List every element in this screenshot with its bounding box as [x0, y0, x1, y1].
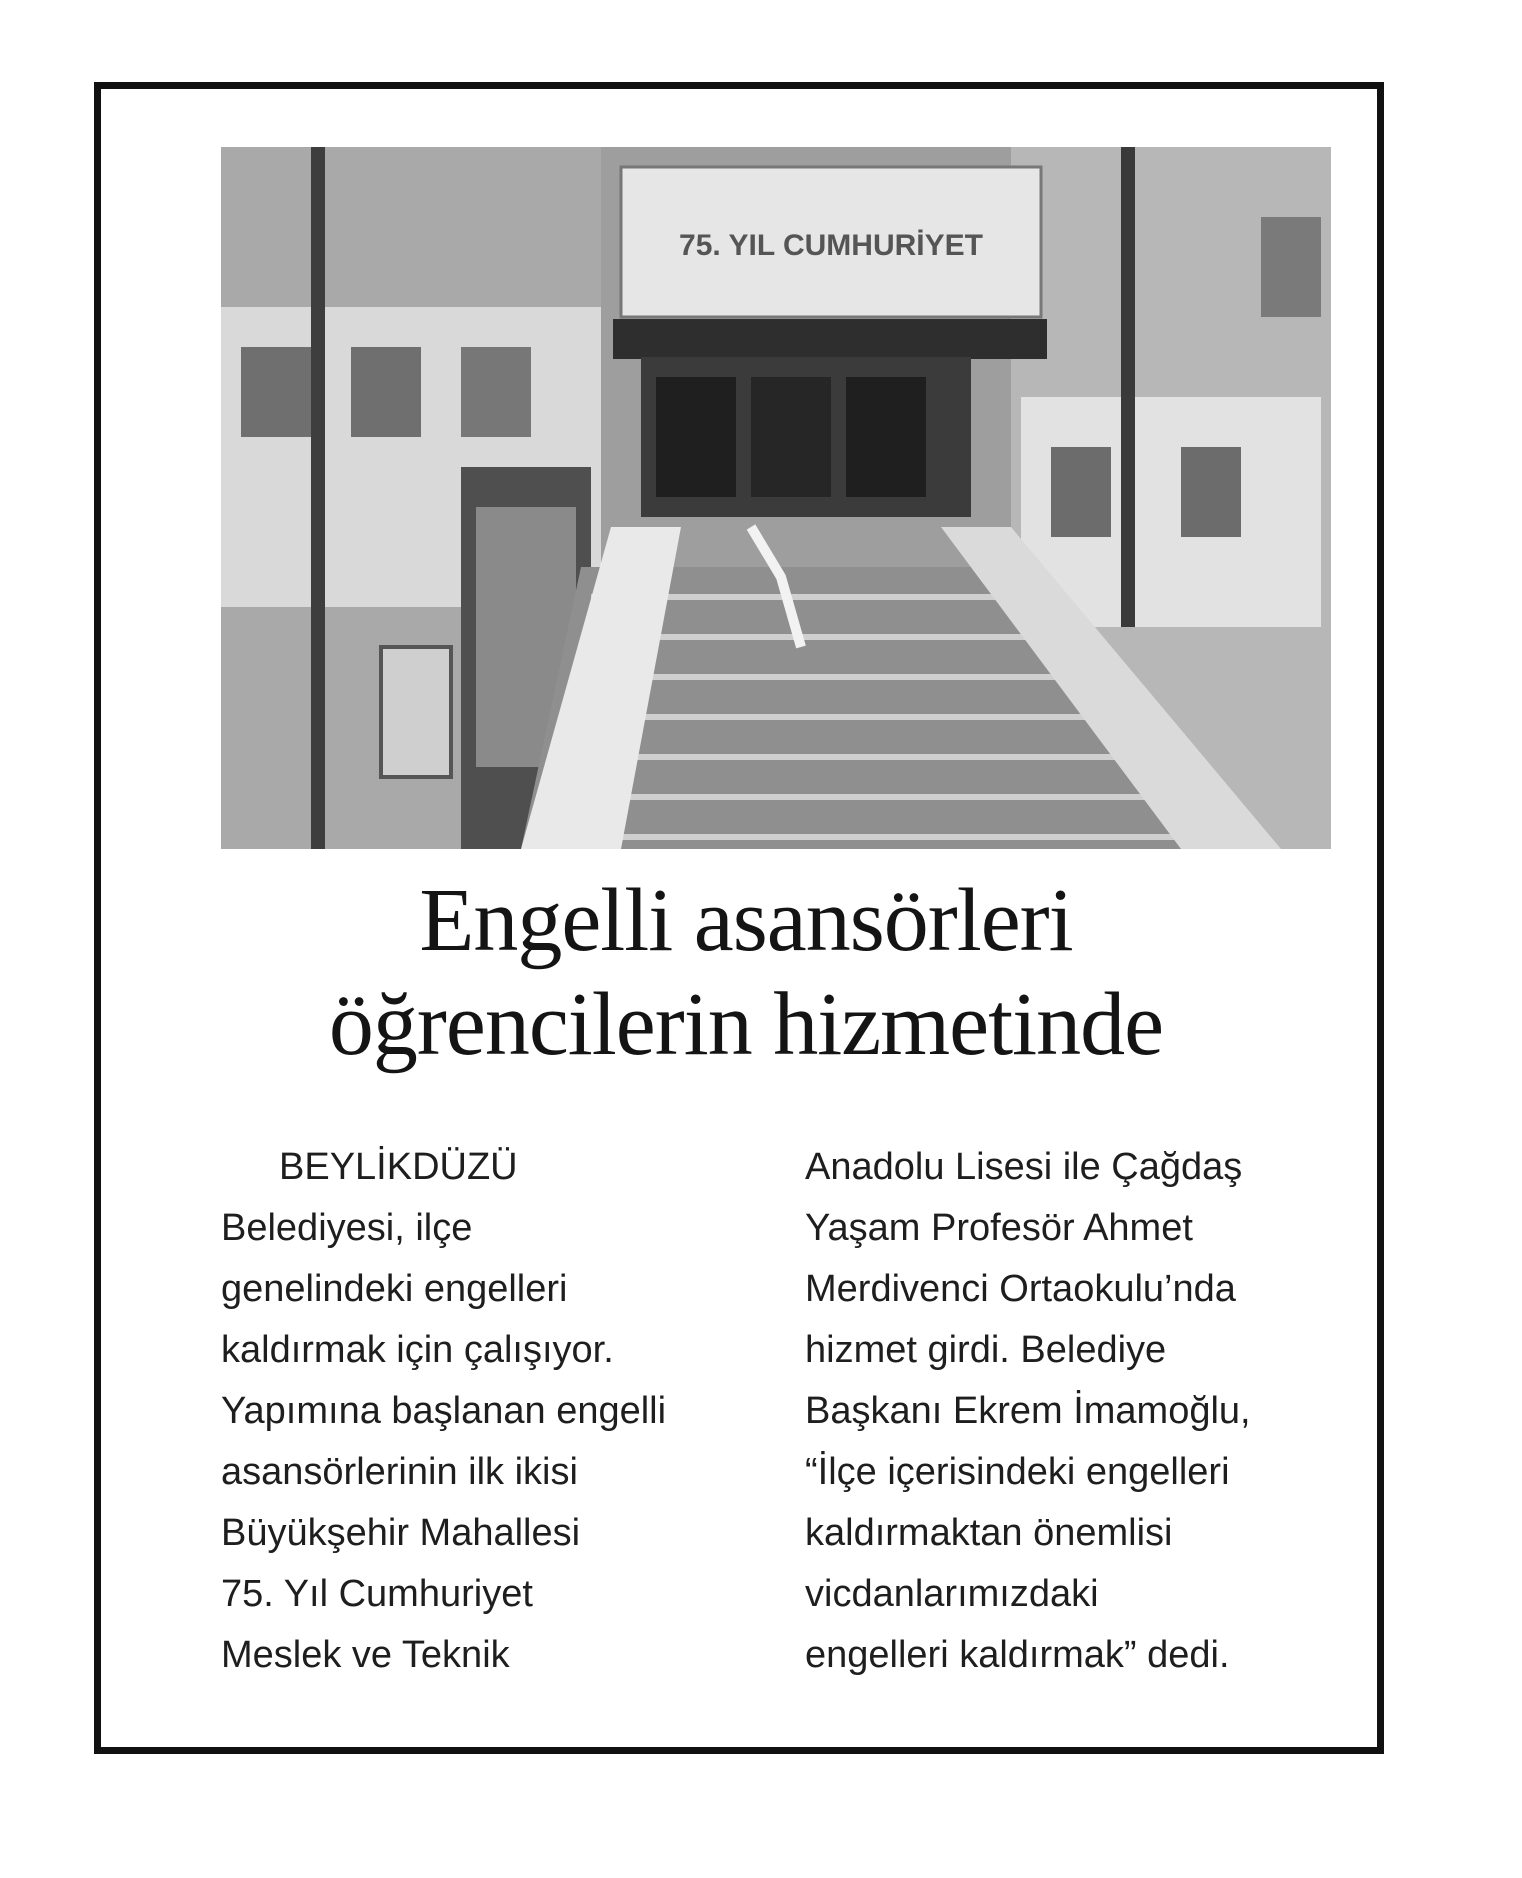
- article-dateline: BEYLİKDÜZÜ: [279, 1146, 518, 1188]
- article-headline: [161, 869, 1331, 1077]
- school-building-illustration: [221, 147, 1331, 849]
- headline-line-2: öğrencilerin hizmetinde: [328, 975, 1164, 1074]
- article-body-left-column: [221, 1137, 761, 1686]
- headline-line-1: Engelli asansörleri: [419, 871, 1073, 970]
- article-body-right-column: Anadolu Lisesi ile Çağdaş Yaşam Profesör Ahmet Merdivenci Ortaokulu’nda hizmet girdi. Belediye Başkanı Ekrem İmamoğlu, “İlçe içerisindeki engelleri kaldırmaktan önemlisi vicdanlarımızdaki engelleri kaldırmak” dedi.: [805, 1146, 1251, 1676]
- school-entrance-photo: [221, 147, 1331, 849]
- news-clipping-frame: [94, 82, 1384, 1754]
- sign-text: 75. YIL CUMHURİYET: [679, 229, 983, 262]
- article-text-left: Belediyesi, ilçe genelindeki engelleri kaldırmak için çalışıyor. Yapımına başlanan engelli asansörlerinin ilk ikisi Büyükşehir Mahallesi 75. Yıl Cumhuriyet Meslek ve Teknik: [221, 1207, 667, 1676]
